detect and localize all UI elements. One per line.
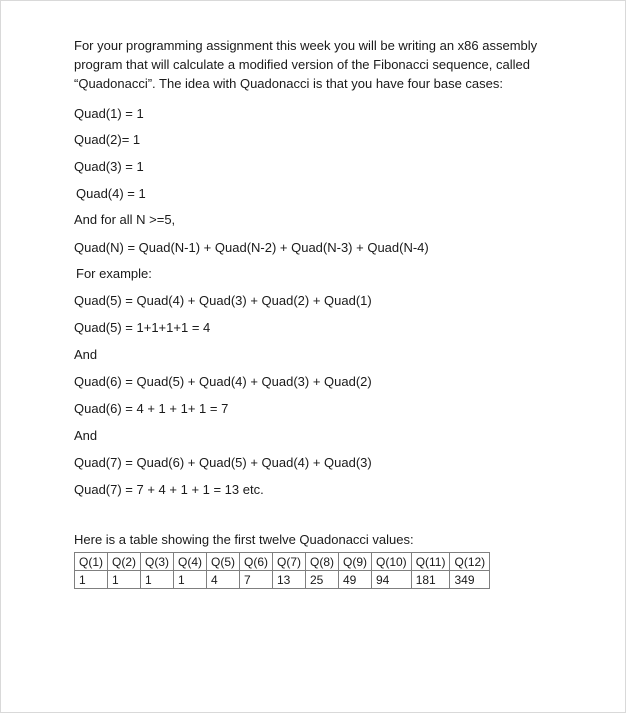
- base-case-2: Quad(2)= 1: [74, 132, 141, 147]
- table-value-cell: 49: [339, 571, 372, 589]
- table-header-cell: Q(11): [411, 553, 450, 571]
- table-header-cell: Q(4): [174, 553, 207, 571]
- table-header-cell: Q(7): [273, 553, 306, 571]
- table-value-cell: 1: [174, 571, 207, 589]
- table-header-cell: Q(10): [372, 553, 412, 571]
- table-value-row: [75, 571, 490, 589]
- table-value-cell: 4: [207, 571, 240, 589]
- example-quad7-value: Quad(7) = 7 + 4 + 1 + 1 = 13 etc.: [74, 482, 264, 497]
- table-value-cell: 349: [450, 571, 490, 589]
- table-value-cell: 7: [240, 571, 273, 589]
- table-value-cell: 1: [108, 571, 141, 589]
- recurrence-formula: Quad(N) = Quad(N-1) + Quad(N-2) + Quad(N-3) + Quad(N-4): [74, 240, 429, 255]
- intro-paragraph: For your programming assignment this week you will be writing an x86 assembly program that will calculate a modified version of the Fibonacci sequence, called “Quadonacci”. The idea with Quadonacci is that you have four base cases:: [74, 38, 538, 91]
- recurrence-intro: And for all N >=5,: [74, 212, 176, 227]
- table-value-cell: 1: [141, 571, 174, 589]
- table-value-cell: 13: [273, 571, 306, 589]
- table-header-cell: Q(12): [450, 553, 490, 571]
- base-case-4: Quad(4) = 1: [76, 186, 146, 201]
- example-quad5-formula: Quad(5) = Quad(4) + Quad(3) + Quad(2) + Quad(1): [74, 293, 372, 308]
- and-label-2: And: [74, 428, 98, 443]
- table-header-cell: Q(3): [141, 553, 174, 571]
- example-quad6-value: Quad(6) = 4 + 1 + 1+ 1 = 7: [74, 401, 229, 416]
- table-header-cell: Q(1): [75, 553, 108, 571]
- example-quad7-formula: Quad(7) = Quad(6) + Quad(5) + Quad(4) + Quad(3): [74, 455, 372, 470]
- example-label: For example:: [76, 266, 152, 281]
- base-case-1: Quad(1) = 1: [74, 106, 144, 121]
- table-header-cell: Q(9): [339, 553, 372, 571]
- table-header-cell: Q(2): [108, 553, 141, 571]
- table-header-cell: Q(5): [207, 553, 240, 571]
- and-label-1: And: [74, 347, 98, 362]
- example-quad5-value: Quad(5) = 1+1+1+1 = 4: [74, 320, 211, 335]
- table-caption: Here is a table showing the first twelve Quadonacci values:: [74, 532, 414, 547]
- table-header-cell: Q(6): [240, 553, 273, 571]
- table-value-cell: 1: [75, 571, 108, 589]
- table-value-cell: 25: [306, 571, 339, 589]
- table-value-cell: 94: [372, 571, 412, 589]
- table-header-row: [75, 553, 490, 571]
- quadonacci-table: [74, 552, 490, 589]
- document-body: [74, 36, 574, 93]
- base-case-3: Quad(3) = 1: [74, 159, 144, 174]
- table-header-cell: Q(8): [306, 553, 339, 571]
- table-value-cell: 181: [411, 571, 450, 589]
- example-quad6-formula: Quad(6) = Quad(5) + Quad(4) + Quad(3) + Quad(2): [74, 374, 372, 389]
